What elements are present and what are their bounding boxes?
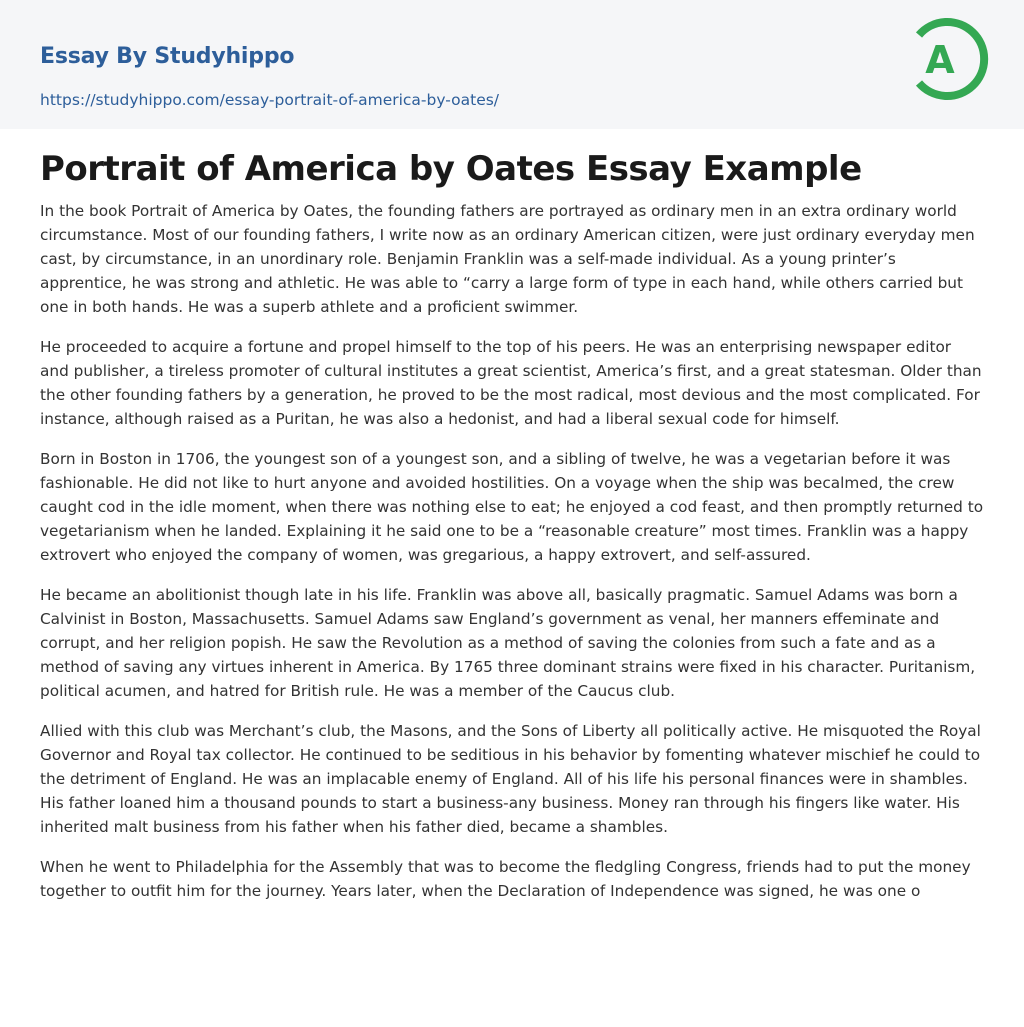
article-paragraph: He became an abolitionist though late in his life. Franklin was above all, basically pragmatic. Samuel Adams was born a Calvinist in Boston, Massachusetts. Samuel Adams saw England’s government as venal, her manners effeminate and corrupt, and her religion popish. He saw the Revolution as a method of saving the colonies from such a fate and as a method of saving any virtues inherent in America. By 1765 three dominant strains were fixed in his character. Puritanism, political acumen, and hatred for British rule. He was a member of the Caucus club. bbox=[40, 586, 976, 700]
site-header bbox=[0, 0, 1024, 129]
studyhippo-logo[interactable] bbox=[898, 16, 990, 108]
article-paragraph: He proceeded to acquire a fortune and propel himself to the top of his peers. He was an enterprising newspaper editor and publisher, a tireless promoter of cultural institutes a great scientist, America’s first, and a great statesman. Older than the other founding fathers by a generation, he proved to be the most radical, most devious and the most complicated. For instance, although raised as a Puritan, he was also a hedonist, and had a liberal sexual code for himself. bbox=[40, 338, 982, 428]
article-paragraph: Allied with this club was Merchant’s club, the Masons, and the Sons of Liberty all politically active. He misquoted the Royal Governor and Royal tax collector. He continued to be seditious in his behavior by fomenting whatever mischief he could to the detriment of England. He was an implacable enemy of England. All of his life his personal finances were in shambles. His father loaned him a thousand pounds to start a business-any business. Money ran through his fingers like water. His inherited malt business from his father when his father died, became a shambles. bbox=[40, 722, 981, 836]
page-url-link[interactable]: https://studyhippo.com/essay-portrait-of-america-by-oates/ bbox=[40, 91, 500, 109]
brand-title[interactable]: Essay By Studyhippo bbox=[40, 44, 295, 69]
article-paragraph: Born in Boston in 1706, the youngest son of a youngest son, and a sibling of twelve, he was a vegetarian before it was fashionable. He did not like to hurt anyone and avoided hostilities. On a voyage when the ship was becalmed, the crew caught cod in the idle moment, when there was nothing else to eat; he enjoyed a cod feast, and then promptly returned to vegetarianism when he landed. Explaining it he said one to be a “reasonable creature” most times. Franklin was a happy extrovert who enjoyed the company of women, was gregarious, a happy extrovert, and self-assured. bbox=[40, 450, 984, 564]
article-paragraph: In the book Portrait of America by Oates, the founding fathers are portrayed as ordinary men in an extra ordinary world circumstance. Most of our founding fathers, I write now as an ordinary American citizen, were just ordinary everyday men cast, by circumstance, in an unordinary role. Benjamin Franklin was a self-made individual. As a young printer’s apprentice, he was strong and athletic. He was able to “carry a large form of type in each hand, while others carried but one in both hands. He was a superb athlete and a proficient swimmer. bbox=[40, 202, 975, 316]
article-body bbox=[0, 147, 1024, 903]
article-paragraph: When he went to Philadelphia for the Assembly that was to become the fledgling Congress, friends had to put the money together to outfit him for the journey. Years later, when the Declaration of Independence was signed, he was one o bbox=[40, 858, 971, 900]
article-title: Portrait of America by Oates Essay Example bbox=[40, 149, 862, 189]
logo-letter: A bbox=[925, 38, 955, 82]
